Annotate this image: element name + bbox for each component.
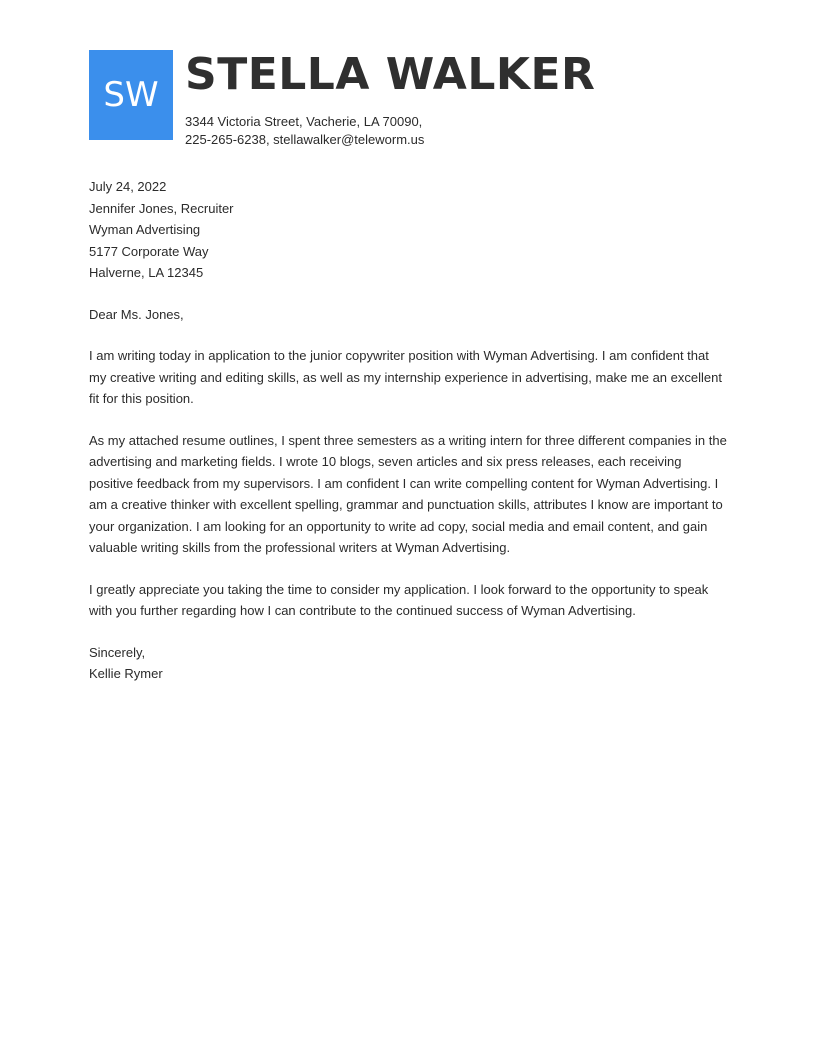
contact-info xyxy=(185,113,424,149)
recipient-street: 5177 Corporate Way xyxy=(89,243,209,259)
paragraph-experience: As my attached resume outlines, I spent three semesters as a writing intern for three different companies in the advertising and marketing fields. I wrote 10 blogs, seven articles and six press releases, each receiving positive feedback from my supervisors. I am confident I can write compelling content for Wyman Advertising. I am a creative thinker with excellent spelling, grammar and punctuation skills, attributes I know are important to your organization. I am looking for an opportunity to write ad copy, social media and email content, and gain valuable writing skills from the professional writers at Wyman Advertising. xyxy=(89,432,727,555)
contact-address: 3344 Victoria Street, Vacherie, LA 70090, xyxy=(185,114,423,129)
monogram-badge xyxy=(89,50,173,140)
recipient-block xyxy=(89,176,729,284)
letter-date: July 24, 2022 xyxy=(89,179,167,194)
letter-body xyxy=(89,176,729,705)
closing-block xyxy=(89,642,729,685)
salutation: Dear Ms. Jones, xyxy=(89,306,184,322)
applicant-name: STELLA WALKER xyxy=(185,49,596,100)
paragraph-intro: I am writing today in application to the junior copywriter position with Wyman Advertising. I am confident that my creative writing and editing skills, as well as my internship experience in advertising, make me an excellent fit for this position. xyxy=(89,348,722,406)
recipient-name-title: Jennifer Jones, Recruiter xyxy=(89,200,234,216)
signature-name: Kellie Rymer xyxy=(89,666,163,681)
recipient-city-state-zip: Halverne, LA 12345 xyxy=(89,265,204,280)
paragraph-closing: I greatly appreciate you taking the time to consider my application. I look forward to the opportunity to speak with you further regarding how I can contribute to the continued success of Wyman Advertising. xyxy=(89,581,709,618)
recipient-company: Wyman Advertising xyxy=(89,222,201,237)
contact-phone-email: 225-265-6238, stellawalker@teleworm.us xyxy=(185,132,425,147)
monogram-initials: SW xyxy=(103,75,159,115)
valediction: Sincerely, xyxy=(89,644,146,660)
